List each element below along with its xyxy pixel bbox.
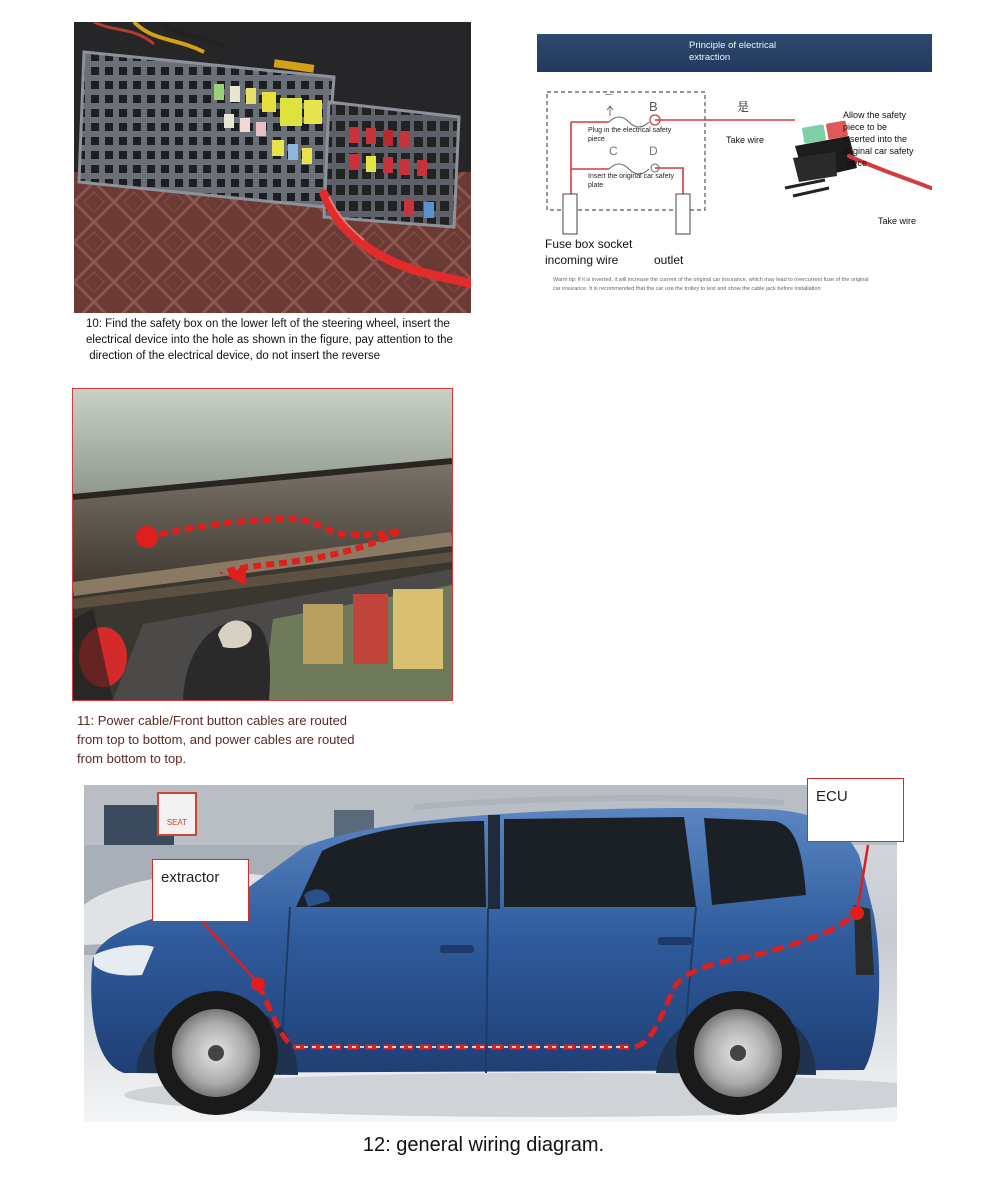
mark-d: D — [649, 144, 658, 158]
seat-sign-text: SEAT — [166, 818, 188, 827]
arrow-up-icon — [607, 106, 613, 116]
allow-line: original car safety — [843, 146, 914, 156]
allow-line: Allow the safety — [843, 110, 907, 120]
plug-line: Plug in the electrical safety — [588, 127, 672, 134]
allow-line: piece — [843, 158, 868, 168]
principle-diagram — [537, 34, 932, 304]
ecu-label-box — [807, 778, 904, 842]
take-wire-label: Take wire — [726, 135, 765, 145]
ecu-label: ECU — [816, 788, 848, 805]
caption-10-line: 10: Find the safety box on the lower left of the steering wheel, insert the — [86, 318, 450, 330]
yes-label: 是 — [737, 100, 750, 114]
mark-a: — — [605, 91, 612, 98]
rear-door-handle — [658, 937, 692, 945]
allow-line: piece to be — [843, 122, 888, 132]
cable-routing-illustration — [73, 389, 452, 700]
plug-line: piece — [588, 136, 605, 143]
insert-line: plate — [588, 182, 604, 189]
fuse-box-photo — [74, 22, 471, 313]
outlet-label: outlet — [654, 253, 684, 267]
connector-right — [676, 194, 690, 234]
caption-11-line: from bottom to top. — [77, 751, 187, 766]
seat-sign — [158, 793, 196, 835]
mark-c: C — [609, 144, 618, 158]
allow-line: inserted into the — [843, 134, 908, 144]
front-door-handle — [440, 945, 474, 953]
car-illustration — [84, 785, 897, 1122]
warm-tip — [553, 276, 928, 294]
insert-original-label — [588, 172, 674, 190]
warm-tip-line: car insurance. It is recommended that the car use the trolley to test and show the cable jack before installation — [553, 286, 821, 292]
mark-b: B — [649, 99, 658, 114]
caption-11-line: 11: Power cable/Front button cables are routed — [77, 713, 348, 728]
car-wiring-photo — [84, 785, 897, 1122]
allow-safety-label — [843, 109, 914, 169]
fuse-box-illustration — [74, 22, 471, 313]
fuse-box-socket-label — [545, 236, 632, 268]
plug-in-label — [588, 126, 671, 144]
caption-10-line: direction of the electrical device, do not insert the reverse — [86, 350, 381, 362]
extractor-label-box — [152, 859, 249, 922]
ecu-dot — [850, 906, 864, 920]
fuse-line: Fuse box socket — [545, 237, 633, 251]
principle-title-line: extraction — [689, 52, 731, 63]
caption-11-line: from top to bottom, and power cables are routed — [77, 732, 355, 747]
principle-title-line: Principle of electrical — [689, 40, 777, 51]
connector-left — [563, 194, 577, 234]
fuse-line: incoming wire — [545, 253, 619, 267]
rear-door-window — [504, 817, 696, 907]
caption-step-11 — [77, 711, 397, 768]
caption-step-12: 12: general wiring diagram. — [362, 1134, 605, 1156]
warm-tip-line: Warm tip: if it is inverted, it will increase the current of the original car insurance, which may lead to overcurrent fuse of the original — [553, 277, 869, 283]
cable-routing-photo — [72, 388, 453, 701]
insert-line: Insert the original car safety — [588, 173, 674, 180]
caption-10-line: electrical device into the hole as shown in the figure, pay attention to the — [86, 334, 453, 346]
extractor-label: extractor — [161, 869, 220, 886]
take-wire-label-2: Take wire — [878, 216, 917, 226]
caption-step-10 — [86, 316, 476, 364]
front-wheel — [154, 991, 278, 1115]
rear-wheel — [676, 991, 800, 1115]
